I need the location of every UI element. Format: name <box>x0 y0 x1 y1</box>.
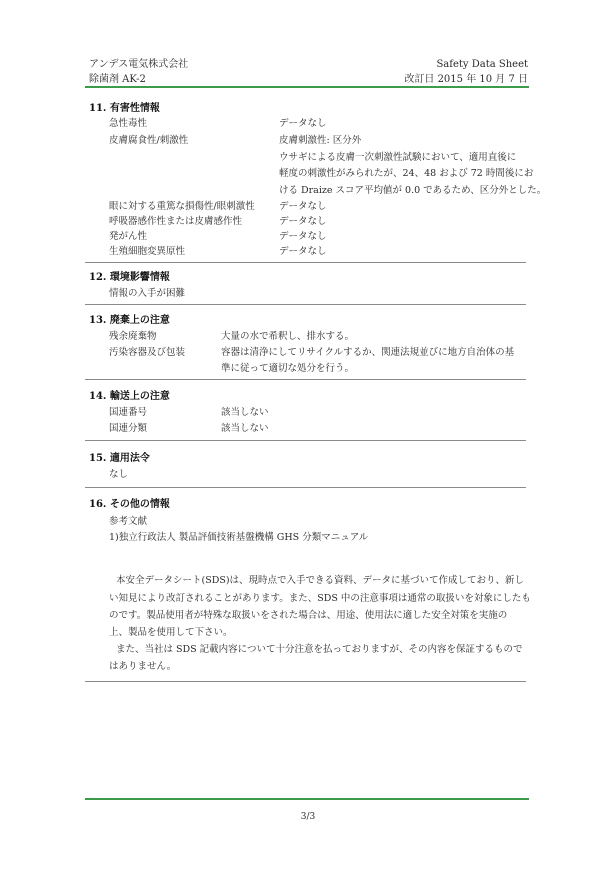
s11-row-8-value: データなし <box>279 246 327 257</box>
reference-item: 1)独立行政法人 製品評価技術基盤機構 GHS 分類マニュアル <box>109 532 369 543</box>
s11-row-4-value: ける Draize スコア平均値が 0.0 であるため、区分外とした。 <box>279 185 547 196</box>
section-12-title: 12. 環境影響情報 <box>89 272 170 283</box>
s11-row-1-label: 皮膚腐食性/刺激性 <box>109 135 189 146</box>
s11-row-2-value: ウサギによる皮膚一次刺激性試験において、適用直後に <box>279 152 517 163</box>
disclaimer-line: はありません。 <box>109 661 177 672</box>
section-11-title: 11. 有害性情報 <box>89 103 160 114</box>
s11-row-3-value: 軽度の刺激性がみられたが、24、48 および 72 時間後にお <box>279 168 534 179</box>
s11-row-6-label: 呼吸器感作性または皮膚感作性 <box>109 216 243 227</box>
s11-row-5-label: 眼に対する重篤な損傷性/眼刺激性 <box>109 201 255 212</box>
disclaimer-line: い知見により改訂されることがあります。また、SDS 中の注意事項は通常の取扱いを対象にしたも <box>109 593 531 604</box>
s13-row-2-value: 準に従って適切な処分を行う。 <box>221 363 355 374</box>
s11-row-0-label: 急性毒性 <box>109 118 148 129</box>
reference-heading: 参考文献 <box>109 516 148 527</box>
header-right <box>404 57 528 87</box>
section-11-divider <box>85 262 526 263</box>
section-15-divider <box>85 487 526 488</box>
header-divider <box>85 86 529 88</box>
s14-row-0-value: 該当しない <box>221 407 269 418</box>
revision-date: 改訂日 2015 年 10 月 7 日 <box>404 74 528 85</box>
page-number: 3/3 <box>300 812 316 822</box>
s13-row-1-value: 容器は清浄にしてリサイクルするか、関連法規並びに地方自治体の基 <box>221 347 515 358</box>
disclaimer-line: また、当社は SDS 記載内容について十分注意を払っておりますが、その内容を保証するもので <box>116 644 523 655</box>
s13-row-0-value: 大量の水で希釈し、排水する。 <box>221 331 355 342</box>
section-13-divider <box>85 379 526 380</box>
s11-row-7-value: データなし <box>279 231 327 242</box>
section-16-title: 16. その他の情報 <box>89 499 170 510</box>
section-14-title: 14. 輸送上の注意 <box>89 391 170 402</box>
header-left <box>89 57 188 87</box>
s13-row-0-label: 残余廃棄物 <box>109 331 157 342</box>
s14-row-1-label: 国連分類 <box>109 423 148 434</box>
s11-row-7-label: 発がん性 <box>109 231 148 242</box>
disclaimer-line: 本安全データシート(SDS)は、現時点で入手できる資料、データに基づいて作成しており、新し <box>116 575 525 586</box>
s11-row-0-value: データなし <box>279 118 327 129</box>
company-name: アンデス電気株式会社 <box>89 59 189 70</box>
section-16-divider <box>85 681 526 682</box>
disclaimer-line: 上、製品を使用して下さい。 <box>109 627 233 638</box>
s11-row-5-value: データなし <box>279 201 327 212</box>
s15-text: なし <box>109 469 129 480</box>
s11-row-6-value: データなし <box>279 216 327 227</box>
s13-row-1-label: 汚染容器及び包装 <box>109 347 186 358</box>
product-name: 除菌剤 AK-2 <box>89 74 146 85</box>
s11-row-8-label: 生殖細胞変異原性 <box>109 246 186 257</box>
section-15-title: 15. 適用法令 <box>89 453 150 464</box>
disclaimer-line: のです。製品使用者が特殊な取扱いをされた場合は、用途、使用法に適した安全対策を実施の <box>109 610 508 621</box>
s12-text: 情報の入手が困難 <box>109 288 186 299</box>
s11-row-1-value: 皮膚刺激性: 区分外 <box>279 135 362 146</box>
s14-row-0-label: 国連番号 <box>109 407 148 418</box>
section-13-title: 13. 廃棄上の注意 <box>89 315 170 326</box>
footer-divider <box>85 798 529 800</box>
document-type: Safety Data Sheet <box>436 59 528 70</box>
section-14-divider <box>85 440 526 441</box>
section-12-divider <box>85 304 526 305</box>
s14-row-1-value: 該当しない <box>221 423 269 434</box>
